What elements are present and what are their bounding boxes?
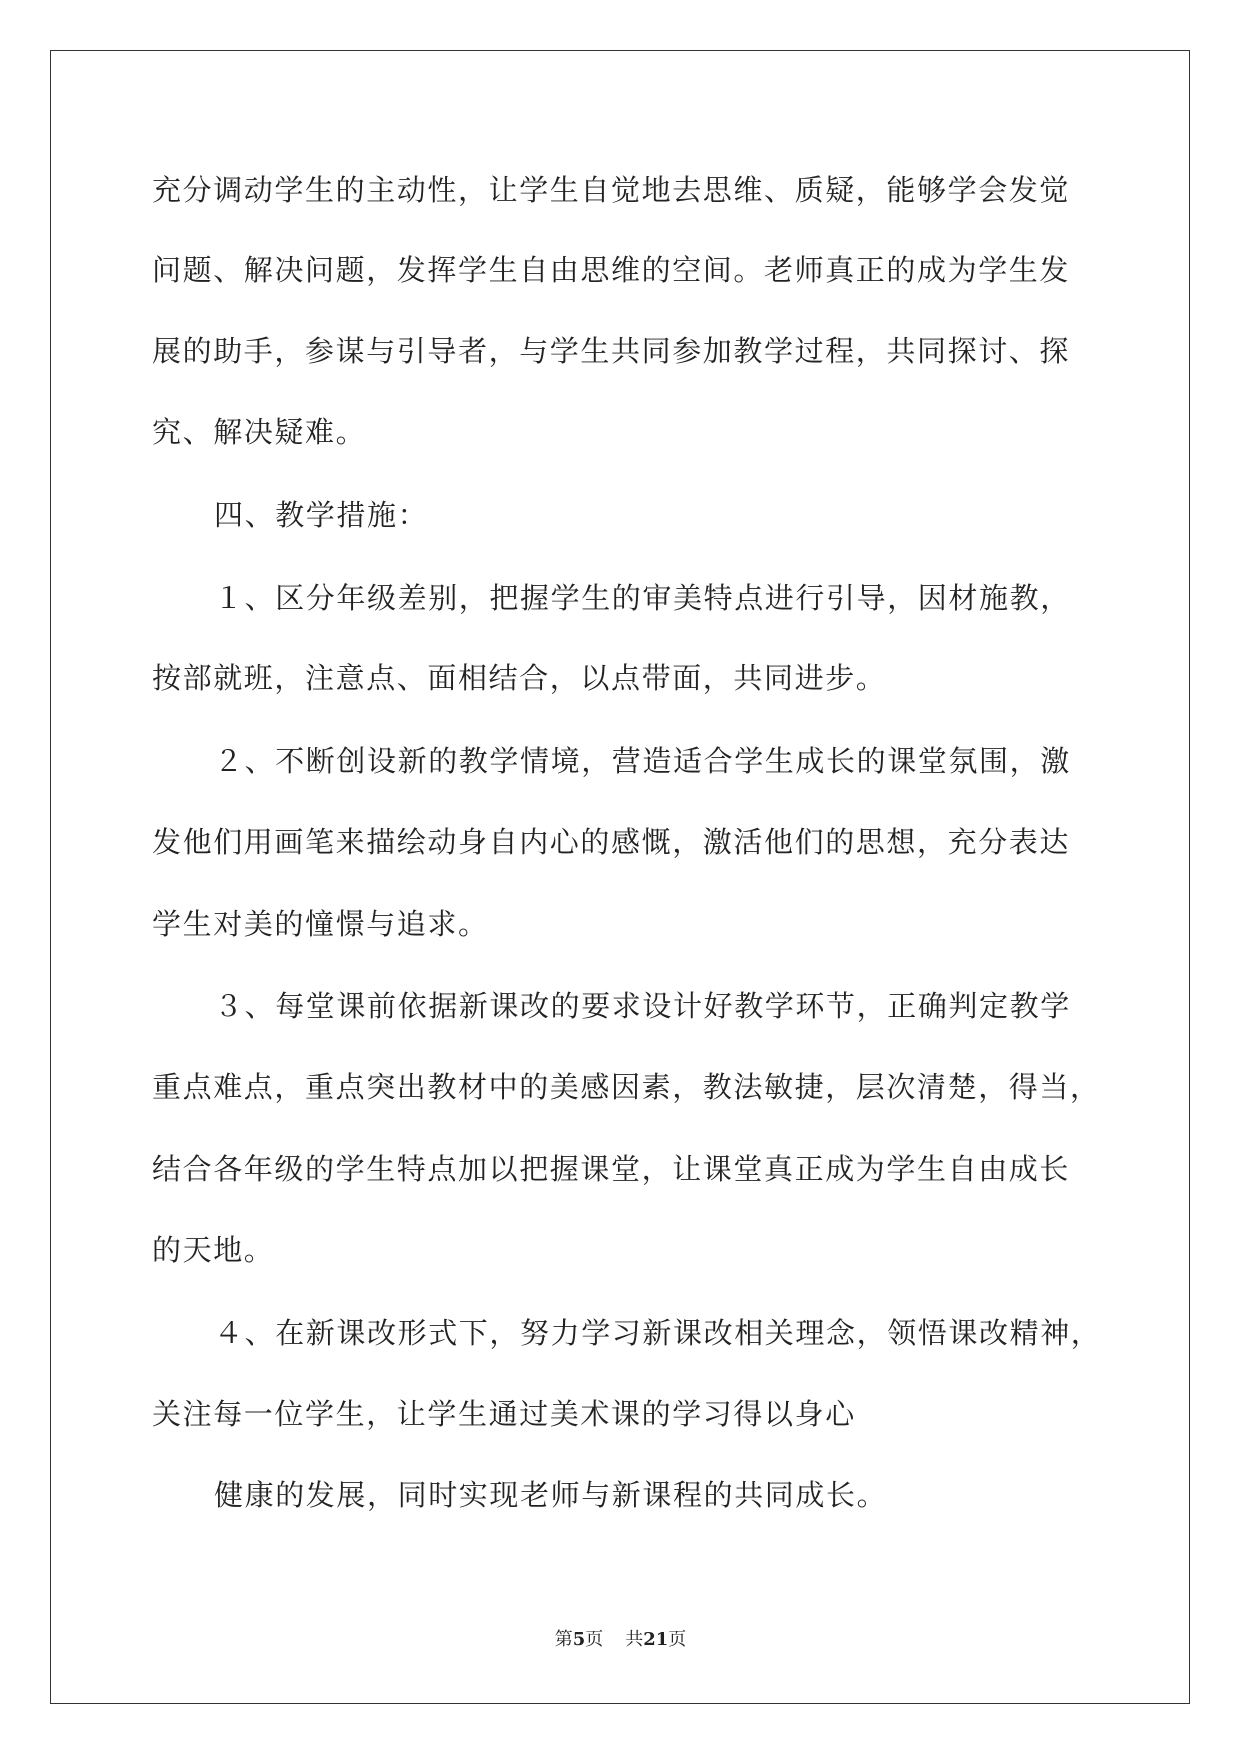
total-pages: 21 [643, 1629, 669, 1650]
list-item: ２、不断创设新的教学情境，营造适合学生成长的课堂氛围，激 [214, 744, 1071, 778]
page-suffix: 页 [585, 1629, 604, 1650]
text-line: 展的助手，参谋与引导者，与学生共同参加教学过程，共同探讨、探 [152, 334, 1071, 368]
text-line: 问题、解决问题，发挥学生自由思维的空间。老师真正的成为学生发 [152, 253, 1071, 287]
total-suffix: 页 [668, 1629, 687, 1650]
total-prefix: 共 [625, 1629, 644, 1650]
text-line: 发他们用画笔来描绘动身自内心的感慨，激活他们的思想，充分表达 [152, 825, 1071, 859]
text-line: 重点难点，重点突出教材中的美感因素，教法敏捷，层次清楚，得当， [152, 1070, 1101, 1104]
text-line: 结合各年级的学生特点加以把握课堂，让课堂真正成为学生自由成长 [152, 1152, 1071, 1186]
list-item: １、区分年级差别，把握学生的审美特点进行引导，因材施教， [214, 581, 1071, 615]
text-line: 充分调动学生的主动性，让学生自觉地去思维、质疑，能够学会发觉 [152, 173, 1071, 207]
text-line: 按部就班，注意点、面相结合，以点带面，共同进步。 [152, 661, 887, 695]
list-item: ４、在新课改形式下，努力学习新课改相关理念，领悟课改精神， [214, 1316, 1102, 1350]
page-prefix: 第 [554, 1629, 573, 1650]
list-item: ３、每堂课前依据新课改的要求设计好教学环节，正确判定教学 [214, 989, 1071, 1023]
page-number: 5 [572, 1629, 586, 1650]
text-line: 健康的发展，同时实现老师与新课程的共同成长。 [214, 1478, 888, 1512]
text-line: 究、解决疑难。 [152, 415, 367, 449]
page-footer [0, 1628, 1241, 1652]
text-line: 关注每一位学生，让学生通过美术课的学习得以身心 [152, 1397, 856, 1431]
page-frame [50, 50, 1190, 1704]
text-line: 学生对美的憧憬与追求。 [152, 907, 489, 941]
section-heading: 四、教学措施： [214, 498, 429, 532]
text-line: 的天地。 [152, 1233, 275, 1267]
